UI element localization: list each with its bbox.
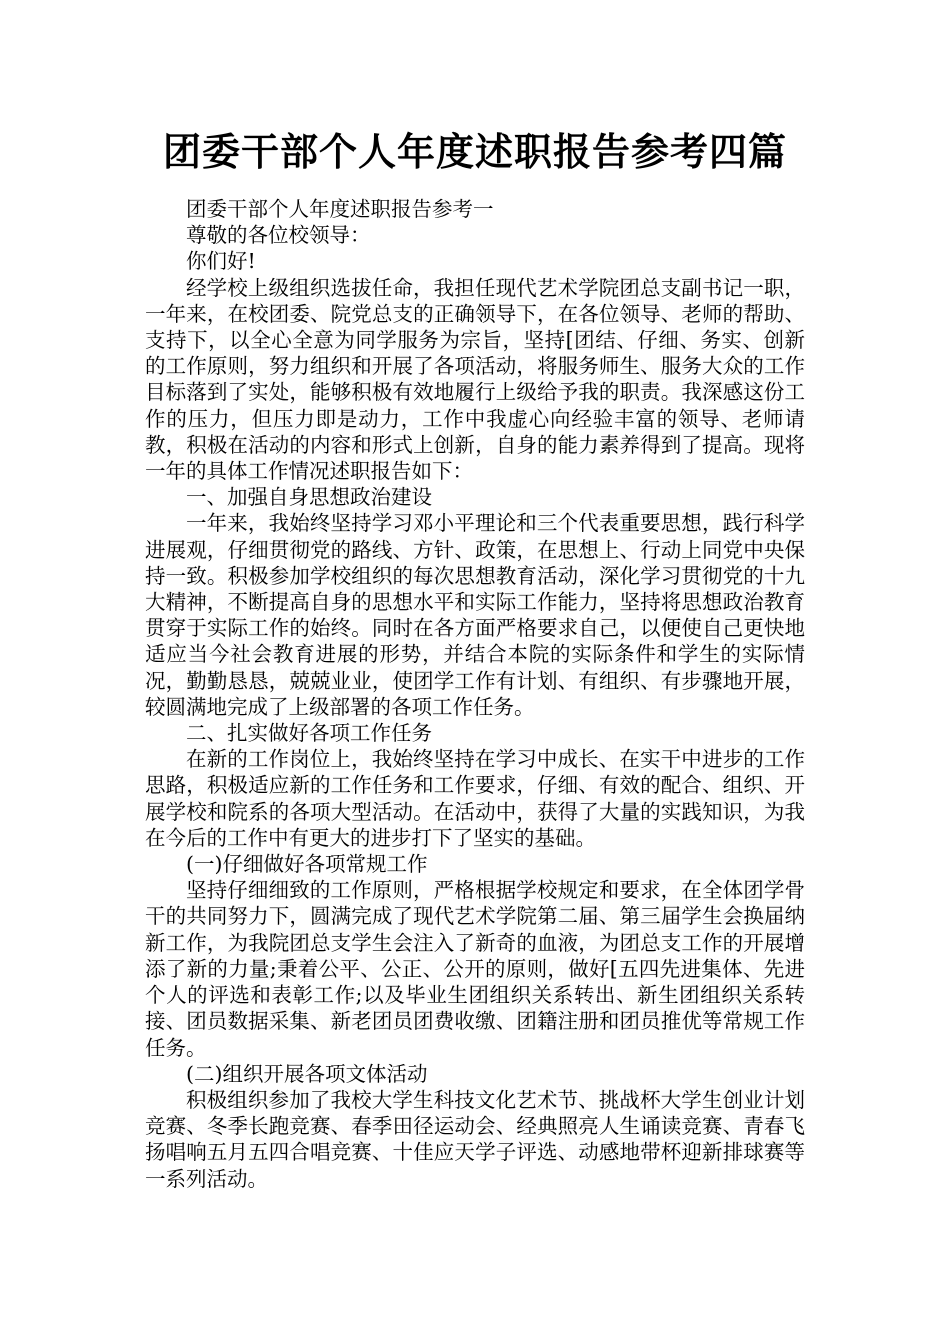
subsection-heading-2: (二)组织开展各项文体活动 bbox=[186, 1061, 428, 1086]
paragraph-subsection-1: 坚持仔细细致的工作原则，严格根据学校规定和要求，在全体团学骨干的共同努力下，圆满完成了现代艺术学院第二届、第三届学生会换届纳新工作，为我院团总支学生会注入了新奇的血液，为团总支工作的开展增添了新的力量;秉着公平、公正、公开的原则，做好[五四先进集体、先进个人的评选和表彰工作;以及毕业生团组织关系转出、新生团组织关系转接、团员数据采集、新老团员团费收缴、团籍注册和团员推优等常规工作任务。 bbox=[145, 878, 805, 1060]
document-title: 团委干部个人年度述职报告参考四篇 bbox=[162, 130, 787, 174]
paragraph-salutation: 尊敬的各位校领导： bbox=[186, 223, 371, 248]
section-heading-2: 二、扎实做好各项工作任务 bbox=[186, 721, 432, 746]
paragraph-greeting: 你们好! bbox=[186, 249, 256, 274]
paragraph-section-2: 在新的工作岗位上，我始终坚持在学习中成长、在实干中进步的工作思路，积极适应新的工作任务和工作要求，仔细、有效的配合、组织、开展学校和院系的各项大型活动。在活动中，获得了大量的实践知识，为我在今后的工作中有更大的进步打下了坚实的基础。 bbox=[145, 747, 805, 850]
paragraph-section-1: 一年来，我始终坚持学习邓小平理论和三个代表重要思想，践行科学进展观，仔细贯彻党的路线、方针、政策，在思想上、行动上同党中央保持一致。积极参加学校组织的每次思想教育活动，深化学习贯彻党的十九大精神，不断提高自身的思想水平和实际工作能力，坚持将思想政治教育贯穿于实际工作的始终。同时在各方面严格要求自己，以便使自己更快地适应当今社会教育进展的形势，并结合本院的实际条件和学生的实际情况，勤勤恳恳，兢兢业业，使团学工作有计划、有组织、有步骤地开展，较圆满地完成了上级部署的各项工作任务。 bbox=[145, 511, 805, 719]
subsection-heading-1: (一)仔细做好各项常规工作 bbox=[186, 852, 428, 877]
paragraph-subsection-2: 积极组织参加了我校大学生科技文化艺术节、挑战杯大学生创业计划竞赛、冬季长跑竞赛、春季田径运动会、经典照亮人生诵读竞赛、青春飞扬唱响五月五四合唱竞赛、十佳应天学子评选、动感地带杯迎新排球赛等一系列活动。 bbox=[145, 1087, 805, 1191]
document-body bbox=[145, 196, 805, 1192]
paragraph-intro: 经学校上级组织选拔任命，我担任现代艺术学院团总支副书记一职，一年来，在校团委、院党总支的正确领导下，在各位领导、老师的帮助、支持下，以全心全意为同学服务为宗旨，坚持[团结、仔细、务实、创新的工作原则，努力组织和开展了各项活动，将服务师生、服务大众的工作目标落到了实处，能够积极有效地履行上级给予我的职责。我深感这份工作的压力，但压力即是动力，工作中我虚心向经验丰富的领导、老师请教，积极在活动的内容和形式上创新，自身的能力素养得到了提高。现将一年的具体工作情况述职报告如下： bbox=[145, 275, 805, 484]
section-heading-1: 一、加强自身思想政治建设 bbox=[186, 485, 432, 510]
paragraph-subtitle: 团委干部个人年度述职报告参考一 bbox=[186, 197, 494, 221]
